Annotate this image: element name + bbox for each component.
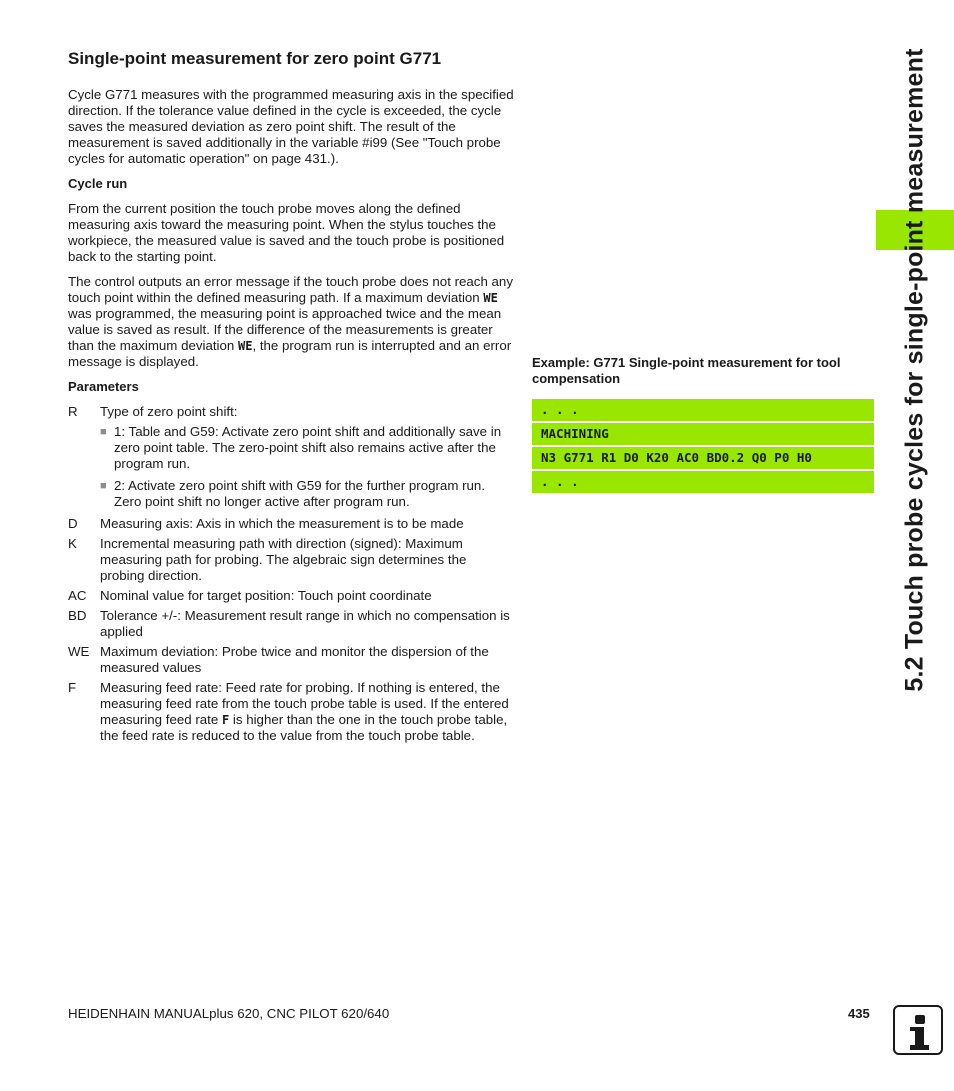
code-example-block [532, 399, 874, 495]
bullet-square-icon: ■ [100, 426, 107, 438]
intro-paragraph: Cycle G771 measures with the programmed measuring axis in the specified direction. If the tolerance value defined in the cycle is exceeded, the cycle saves the measured deviation as zero point shift. The result of the measurement is saved additionally in the variable #i99 (See "Touch probe cycles for automatic operation" on page 431.). [68, 87, 514, 166]
param-desc: Nominal value for target position: Touch point coordinate [100, 588, 432, 603]
param-key: BD [68, 608, 87, 623]
cycle-run-heading: Cycle run [68, 176, 128, 191]
param-we [68, 644, 514, 676]
param-desc: Tolerance +/-: Measurement result range in which no compensation is applied [100, 608, 510, 639]
info-icon-dot [915, 1015, 925, 1024]
text-run: is higher than the one in the touch probe table, the feed rate is reduced to the value from the touch probe table. [100, 712, 508, 743]
code-line: N3 G771 R1 D0 K20 AC0 BD0.2 Q0 P0 H0 [532, 447, 874, 469]
cycle-run-paragraph-2 [68, 274, 514, 370]
chapter-side-title [892, 45, 938, 695]
code-we: WE [483, 291, 498, 305]
param-d [68, 516, 514, 532]
param-k [68, 536, 514, 584]
code-line: . . . [532, 471, 874, 493]
param-key: WE [68, 644, 90, 659]
bullet-square-icon: ■ [100, 480, 107, 492]
code-we: WE [238, 339, 253, 353]
param-r [68, 404, 514, 420]
param-f [68, 680, 514, 744]
text-run: , the program run is interrupted and an error message is displayed. [68, 338, 512, 369]
text-run: was programmed, the measuring point is approached twice and the mean value is saved as result. If the difference of the measurements is greater than the maximum deviation [68, 306, 502, 353]
param-desc: Type of zero point shift: [100, 404, 238, 419]
param-ac [68, 588, 514, 604]
parameters-heading: Parameters [68, 379, 139, 394]
param-key: D [68, 516, 78, 531]
info-icon [893, 1005, 943, 1055]
param-key: AC [68, 588, 87, 603]
page-title: Single-point measurement for zero point G771 [68, 49, 442, 68]
page-number: 435 [848, 1006, 870, 1021]
info-icon-cap [910, 1027, 918, 1031]
r-option-1 [100, 424, 514, 472]
r-option-text: 1: Table and G59: Activate zero point shift and additionally save in zero point table. The zero-point shift also remains active after the program run. [114, 424, 502, 471]
param-desc: Measuring axis: Axis in which the measurement is to be made [100, 516, 464, 531]
footer-manual-name: HEIDENHAIN MANUALplus 620, CNC PILOT 620/640 [68, 1006, 390, 1021]
code-f: F [221, 713, 230, 727]
param-key: F [68, 680, 77, 695]
body-column [68, 87, 514, 748]
param-key: R [68, 404, 78, 419]
example-title: Example: G771 Single-point measurement for tool compensation [532, 355, 841, 386]
param-desc: Incremental measuring path with direction (signed): Maximum measuring path for probing. The algebraic sign determines the probing direction. [100, 536, 467, 583]
code-line: . . . [532, 399, 874, 421]
r-option-2 [100, 478, 514, 510]
text-run: The control outputs an error message if the touch probe does not reach any touch point within the defined measuring path. If a maximum deviation [68, 274, 513, 305]
param-key: K [68, 536, 77, 551]
text-run: Measuring feed rate: Feed rate for probing. If nothing is entered, the measuring feed rate from the touch probe table is used. If the entered measuring feed rate [100, 680, 509, 727]
r-option-text: 2: Activate zero point shift with G59 for the further program run. Zero point shift no longer active after program run. [114, 478, 486, 509]
param-bd [68, 608, 514, 640]
code-line: MACHINING [532, 423, 874, 445]
chapter-title-text: 5.2 Touch probe cycles for single-point measurement [900, 48, 929, 692]
param-desc [100, 680, 514, 744]
param-desc: Maximum deviation: Probe twice and monitor the dispersion of the measured values [100, 644, 489, 675]
cycle-run-paragraph-1: From the current position the touch probe moves along the defined measuring axis toward the measuring point. When the stylus touches the workpiece, the measured value is saved and the touch probe is positioned back to the starting point. [68, 201, 505, 264]
